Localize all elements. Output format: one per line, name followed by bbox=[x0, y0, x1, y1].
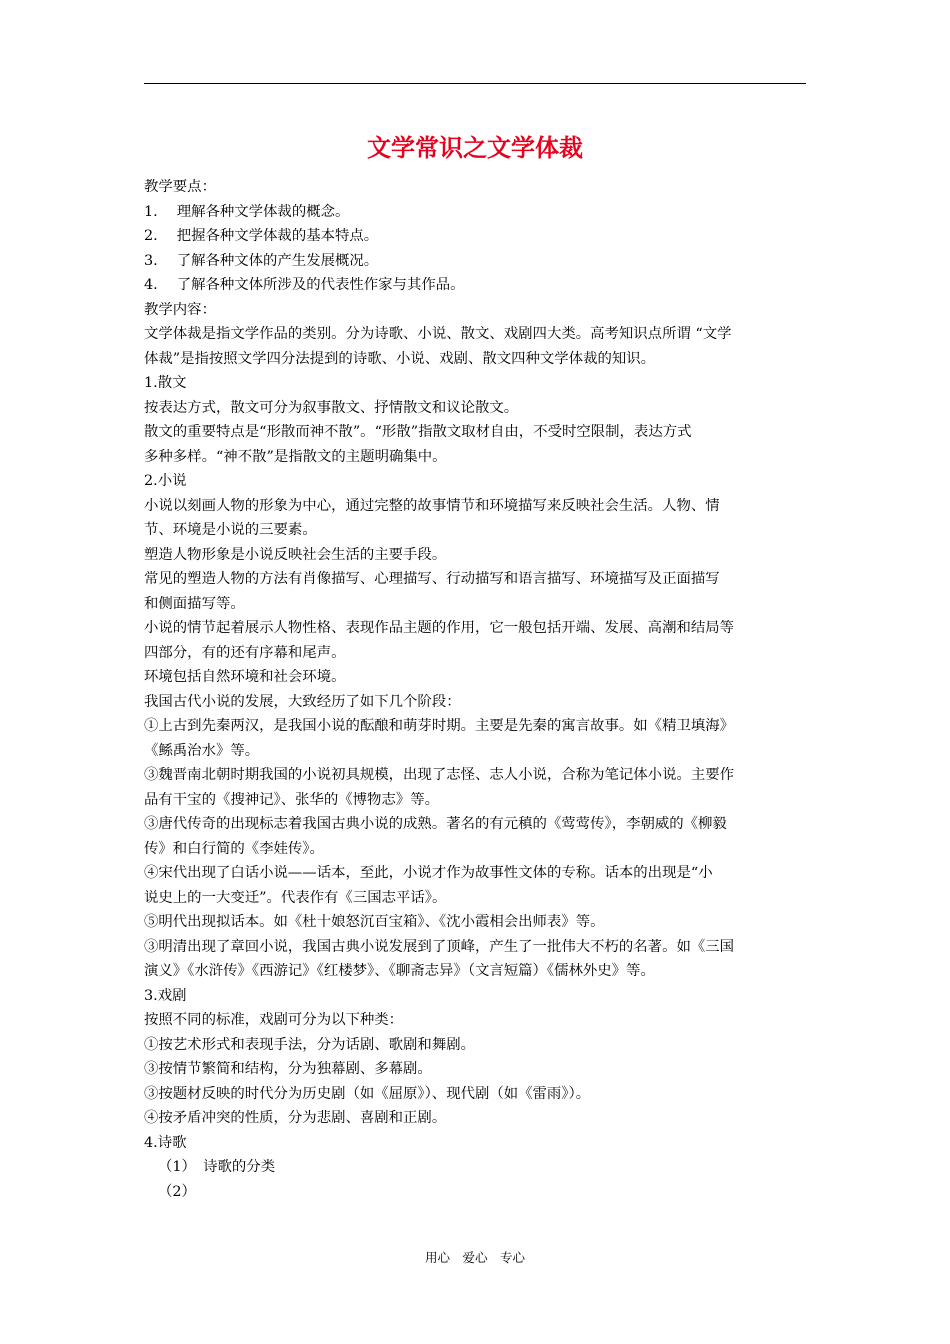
paragraph-line: 文学体裁是指文学作品的类别。分为诗歌、小说、散文、戏剧四大类。高考知识点所谓 “文学 bbox=[144, 326, 732, 342]
paragraph-line: 多种多样。“神不散”是指散文的主题明确集中。 bbox=[144, 448, 447, 465]
paragraph-line: ④按矛盾冲突的性质，分为悲剧、喜剧和正剧。 bbox=[144, 1110, 447, 1126]
paragraph-line: ①上古到先秦两汉，是我国小说的酝酿和萌芽时期。主要是先秦的寓言故事。如《精卫填海》 bbox=[144, 718, 735, 734]
document-title: 文学常识之文学体裁 bbox=[367, 134, 583, 162]
paragraph-line: ③按情节繁简和结构，分为独幕剧、多幕剧。 bbox=[144, 1061, 432, 1077]
paragraph-line: ③按题材反映的时代分为历史剧（如《屈原》）、现代剧（如《雷雨》）。 bbox=[144, 1085, 591, 1102]
paragraph-line: 演义》《水浒传》《西游记》《红楼梦》、《聊斋志异》（文言短篇）《儒林外史》等。 bbox=[144, 963, 655, 979]
paragraph-line: 小说以刻画人物的形象为中心，通过完整的故事情节和环境描写来反映社会生活。人物、情 bbox=[144, 497, 720, 514]
paragraph-line: 传》和白行简的《李娃传》。 bbox=[144, 840, 324, 857]
list-item: 2. 把握各种文学体裁的基本特点。 bbox=[144, 228, 379, 244]
paragraph-line: 散文的重要特点是“形散而神不散”。“形散”指散文取材自由，不受时空限制，表达方式 bbox=[144, 424, 692, 440]
page-footer: 用心 爱心 专心 bbox=[424, 1250, 525, 1265]
paragraph-line: ③魏晋南北朝时期我国的小说初具规模，出现了志怪、志人小说，合称为笔记体小说。主要作 bbox=[144, 767, 735, 783]
section-heading-teaching-content: 教学内容： bbox=[144, 301, 216, 318]
section-heading-teaching-points: 教学要点： bbox=[144, 179, 216, 195]
paragraph-line: 体裁”是指按照文学四分法提到的诗歌、小说、戏剧、散文四种文学体裁的知识。 bbox=[144, 350, 656, 367]
paragraph-line: 按照不同的标准，戏剧可分为以下种类： bbox=[144, 1012, 404, 1028]
paragraph-line: 和侧面描写等。 bbox=[144, 595, 245, 612]
paragraph-line: 塑造人物形象是小说反映社会生活的主要手段。 bbox=[144, 546, 447, 563]
header-rule bbox=[144, 83, 806, 84]
document-body bbox=[144, 175, 808, 1204]
paragraph-line: 我国古代小说的发展，大致经历了如下几个阶段： bbox=[144, 693, 461, 710]
sub-item: （2） bbox=[158, 1183, 196, 1200]
paragraph-line: ③明清出现了章回小说，我国古典小说发展到了顶峰，产生了一批伟大不朽的名著。如《三国 bbox=[144, 938, 735, 955]
paragraph-line: ③唐代传奇的出现标志着我国古典小说的成熟。著名的有元稹的《莺莺传》，李朝威的《柳毅 bbox=[144, 816, 727, 832]
paragraph-line: ①按艺术形式和表现手法，分为话剧、歌剧和舞剧。 bbox=[144, 1036, 475, 1053]
paragraph-line: 小说的情节起着展示人物性格、表现作品主题的作用，它一般包括开端、发展、高潮和结局等 bbox=[144, 620, 735, 636]
section-heading-novel: 2.小说 bbox=[144, 473, 187, 489]
list-item: 4. 了解各种文体所涉及的代表性作家与其作品。 bbox=[144, 277, 465, 293]
section-heading-poetry: 4.诗歌 bbox=[144, 1134, 187, 1151]
paragraph-line: 环境包括自然环境和社会环境。 bbox=[144, 669, 346, 685]
paragraph-line: 品有干宝的《搜神记》、张华的《博物志》等。 bbox=[144, 791, 440, 808]
section-heading-prose: 1.散文 bbox=[144, 375, 187, 391]
list-item: 1. 理解各种文学体裁的概念。 bbox=[144, 203, 350, 220]
paragraph-line: 说史上的一大变迁”。代表作有《三国志平话》。 bbox=[144, 889, 447, 906]
paragraph-line: 节、环境是小说的三要素。 bbox=[144, 522, 317, 538]
paragraph-line: 常见的塑造人物的方法有肖像描写、心理描写、行动描写和语言描写、环境描写及正面描写 bbox=[144, 571, 720, 587]
paragraph-line: 按表达方式，散文可分为叙事散文、抒情散文和议论散文。 bbox=[144, 399, 519, 416]
paragraph-line: ⑤明代出现拟话本。如《杜十娘怒沉百宝箱》、《沈小霞相会出师表》等。 bbox=[144, 914, 605, 930]
sub-item: （1） 诗歌的分类 bbox=[158, 1159, 276, 1175]
paragraph-line: 《鲧禹治水》等。 bbox=[144, 742, 260, 759]
list-item: 3. 了解各种文体的产生发展概况。 bbox=[144, 252, 379, 269]
paragraph-line: ④宋代出现了白话小说——话本，至此，小说才作为故事性文体的专称。话本的出现是“小 bbox=[144, 865, 713, 881]
paragraph-line: 四部分，有的还有序幕和尾声。 bbox=[144, 644, 346, 661]
section-heading-drama: 3.戏剧 bbox=[144, 987, 187, 1004]
